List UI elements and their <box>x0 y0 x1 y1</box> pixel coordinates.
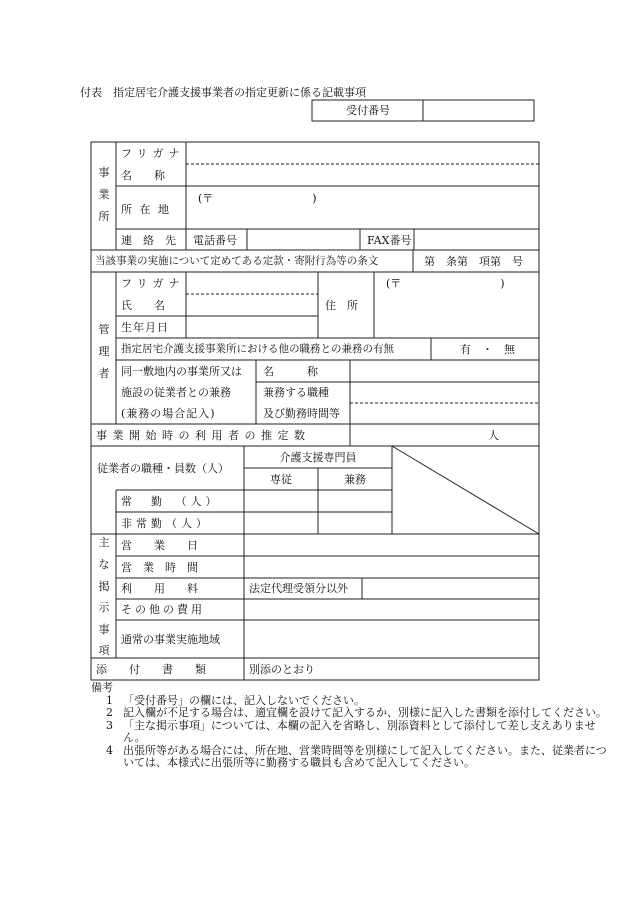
main-char-5: 事 <box>98 623 110 636</box>
office-phone-field[interactable] <box>248 230 359 249</box>
business-days-field[interactable] <box>245 535 538 555</box>
note-text: 「受付番号」の欄には、記入しないでください。 <box>123 693 365 707</box>
concurrent-answer[interactable]: 有 ・ 無 <box>460 343 515 356</box>
notes <box>91 682 611 770</box>
note-text: 出張所等がある場合には、所在地、営業時間等を別様にして記入してください。また、従業者については、本様式に出張所等に勤務する職員も含めて記入してください。 <box>123 743 607 769</box>
part-time-label: 兼務 <box>344 473 366 486</box>
office-fax-label: FAX番号 <box>367 234 412 247</box>
articles-value[interactable]: 第 条第 項第 号 <box>424 255 523 268</box>
other-name-field[interactable] <box>351 361 538 381</box>
concurrent-question: 指定居宅介護支援事業所における他の職務との兼務の有無 <box>121 343 394 355</box>
business-days-label: 営 業 日 <box>121 539 198 552</box>
office-contact-label: 連 絡 先 <box>121 234 176 247</box>
irregular-label: 非常勤（人） <box>121 517 211 530</box>
manager-birth-field[interactable] <box>187 317 317 337</box>
duty-label-2: 及び勤務時間等 <box>263 407 340 420</box>
main-char-6: 項 <box>98 644 110 657</box>
manager-furigana-label: フリガナ <box>121 277 185 290</box>
office-postal[interactable]: (〒 ) <box>198 192 317 205</box>
fee-value: 法定代理受領分以外 <box>249 582 348 595</box>
other-name-label: 名 称 <box>263 365 318 378</box>
regular-part-field[interactable] <box>319 491 391 511</box>
full-time-label: 専従 <box>270 473 292 486</box>
other-cost-label: その他の費用 <box>121 603 205 616</box>
note-item <box>91 707 611 720</box>
notes-header: 備考 <box>91 681 113 694</box>
manager-birth-label: 生年月日 <box>121 321 169 334</box>
manager-char-2: 理 <box>98 345 110 358</box>
main-char-2: な <box>98 558 110 571</box>
note-text: 「主な掲示事項」については、本欄の記入を省略し、別添資料として添付して差し支えありません。 <box>123 718 596 744</box>
manager-char-1: 管 <box>98 323 110 336</box>
concurrent-other-line-1: 同一敷地内の事業所又は <box>121 365 242 378</box>
note-number: 4 <box>106 743 113 757</box>
note-item <box>91 745 611 770</box>
area-label: 通常の事業実施地域 <box>121 633 220 646</box>
concurrent-other-line-2: 施設の従業者との兼務 <box>121 386 231 399</box>
office-furigana-label: フリガナ <box>121 147 185 160</box>
office-char-2: 業 <box>98 188 110 201</box>
office-phone-label: 電話番号 <box>193 234 237 247</box>
note-number: 2 <box>106 706 113 719</box>
regular-full-field[interactable] <box>245 491 317 511</box>
manager-name-field[interactable] <box>187 295 317 315</box>
office-name-field[interactable] <box>187 165 538 185</box>
office-furigana-field[interactable] <box>187 143 538 163</box>
articles-label: 当該事業の実施について定めてある定款・寄附行為等の条文 <box>95 255 379 267</box>
concurrent-other-line-3: (兼務の場合記入) <box>121 407 216 420</box>
duty-field[interactable] <box>351 383 538 423</box>
fee-field[interactable] <box>363 579 538 598</box>
users-unit: 人 <box>488 429 499 442</box>
business-hours-label: 営 業 時 間 <box>121 561 198 574</box>
duty-label-1: 兼務する職種 <box>263 386 329 399</box>
care-manager-label: 介護支援専門員 <box>279 451 357 464</box>
note-number: 1 <box>106 693 113 707</box>
regular-label: 常 勤 （人） <box>121 495 221 508</box>
irregular-part-field[interactable] <box>319 513 391 533</box>
office-fax-field[interactable] <box>415 230 538 249</box>
receipt-number-field[interactable] <box>424 101 533 120</box>
main-char-1: 主 <box>98 536 110 549</box>
main-char-4: 示 <box>98 601 110 614</box>
office-name-label: 名 称 <box>121 169 165 182</box>
attachment-value: 別添のとおり <box>249 663 315 676</box>
other-cost-field[interactable] <box>245 600 538 619</box>
receipt-label: 受付番号 <box>346 104 390 117</box>
business-hours-field[interactable] <box>245 557 538 577</box>
office-char-3: 所 <box>98 210 110 223</box>
fee-label: 利 用 料 <box>121 582 198 595</box>
note-item <box>91 720 611 745</box>
area-field[interactable] <box>245 621 538 657</box>
manager-char-3: 者 <box>98 367 110 380</box>
note-text: 記入欄が不足する場合は、適宜欄を設けて記入するか、別様に記入した書類を添付してください。 <box>123 706 607 719</box>
manager-name-label: 氏 名 <box>121 299 165 312</box>
manager-postal[interactable]: (〒 ) <box>386 277 505 290</box>
form-title: 付表 指定居宅介護支援事業者の指定更新に係る記載事項 <box>80 86 366 99</box>
main-char-3: 掲 <box>98 580 110 593</box>
office-char-1: 事 <box>98 166 110 179</box>
note-number: 3 <box>106 718 113 732</box>
attachment-label: 添 付 書 類 <box>96 663 206 676</box>
manager-furigana-field[interactable] <box>187 273 317 293</box>
users-field[interactable] <box>351 425 481 445</box>
office-address-label: 所 在 地 <box>121 203 171 216</box>
manager-address-label: 住 所 <box>325 299 358 312</box>
irregular-full-field[interactable] <box>245 513 317 533</box>
staff-label: 従業者の職種・員数（人） <box>97 462 229 475</box>
users-label: 事業開始時の利用者の推定数 <box>96 429 311 442</box>
